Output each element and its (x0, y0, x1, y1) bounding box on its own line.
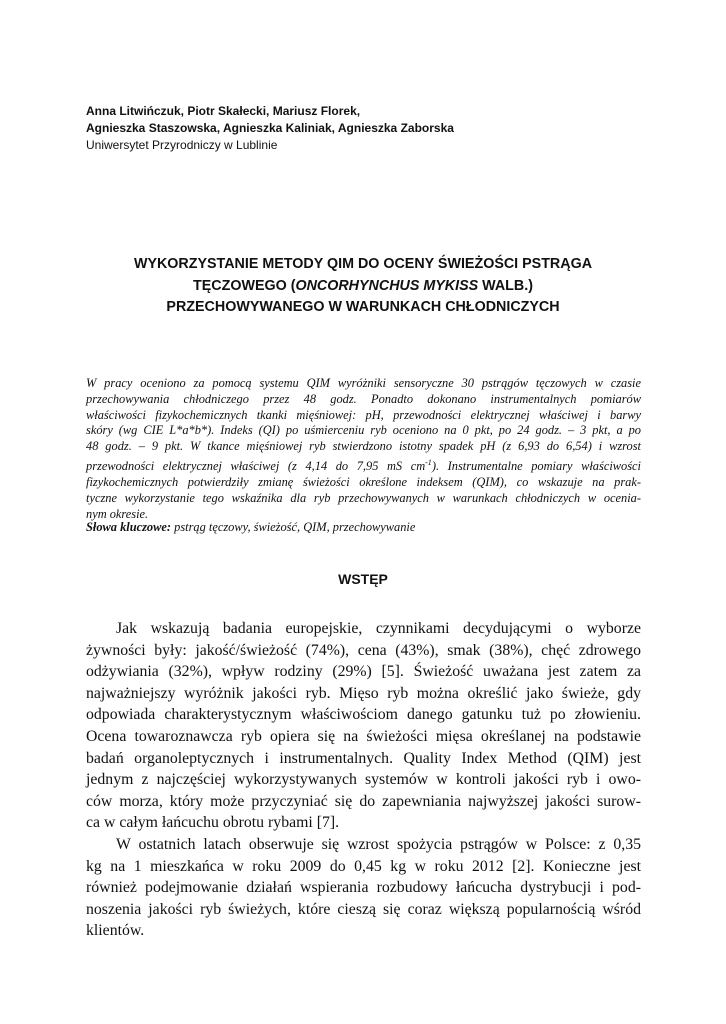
abstract-line: skóry (wg CIE L*a*b*). Indeks (QI) po uśmierceniu ryb oceniono na 0 pkt, po 24 godz. – 3 pkt, a po (86, 423, 641, 438)
abstract-line: 48 godz. – 9 pkt. W tkance mięśniowej ryb stwierdzono istotny spadek pH (z 6,93 do 6,54) i wzrost (86, 439, 641, 454)
unit-exponent: -1 (425, 457, 432, 467)
keywords-label: Słowa kluczowe: (86, 520, 172, 534)
species-name: ONCORHYNCHUS MYKISS (295, 277, 479, 294)
abstract-line: właściwości fizykochemicznych tkanki mięśniowej: pH, przewodności elektrycznej właściwej i barwy (86, 407, 641, 422)
title-line-2-start: TĘCZOWEGO ( (193, 277, 296, 294)
body-line: również podejmowanie działań wspierania rozbudowy łańcucha dystrybucji i pod- (86, 879, 641, 897)
abstract-line-6-end: ). Instrumentalne pomiary właściwości (431, 459, 641, 474)
body-line: W ostatnich latach obserwuje się wzrost spożycia pstrągów w Polsce: z 0,35 (116, 835, 641, 853)
body-line: odpowiada charakterystycznym właściwościom danego gatunku tuż po złowieniu. (86, 706, 641, 724)
body-line: kg na 1 mieszkańca w roku 2009 do 0,45 kg w roku 2012 [2]. Konieczne jest (86, 857, 641, 875)
keywords (86, 520, 415, 535)
keywords-text: pstrąg tęczowy, świeżość, QIM, przechowywanie (171, 520, 416, 534)
abstract (86, 376, 641, 522)
body-text (86, 618, 641, 942)
title-line-1: WYKORZYSTANIE METODY QIM DO OCENY ŚWIEŻOŚCI PSTRĄGA (133, 256, 593, 272)
author-names-line-2: Agnieszka Staszowska, Agnieszka Kaliniak, Agnieszka Zaborska (86, 121, 454, 135)
title-line-3: PRZECHOWYWANEGO W WARUNKACH CHŁODNICZYCH (166, 299, 560, 315)
section-heading: WSTĘP (338, 571, 388, 587)
author-names-line-1: Anna Litwińczuk, Piotr Skałecki, Mariusz Florek, (86, 104, 361, 118)
abstract-line-6-start: przewodności elektrycznej właściwej (z 4,14 do 7,95 mS cm (86, 459, 426, 474)
abstract-line: nym okresie. (86, 506, 149, 521)
abstract-line: W pracy oceniono za pomocą systemu QIM wyróżniki sensoryczne 30 pstrągów tęczowych w czasie (86, 376, 641, 390)
body-line: badań organoleptycznych i instrumentalnych. Quality Index Method (QIM) jest (86, 749, 641, 767)
paper-title (80, 254, 646, 319)
affiliation: Uniwersytet Przyrodniczy w Lublinie (86, 138, 278, 152)
abstract-line: przechowywania chłodniczego przez 48 godz. Ponadto dokonano instrumentalnych pomiarów (86, 391, 641, 406)
body-line: najważniejszy wyróżnik jakości ryb. Mięso ryb można określić jako świeże, gdy (86, 684, 641, 702)
body-line: Ocena towaroznawcza ryb opiera się na świeżości mięsa określanej na podstawie (86, 727, 641, 745)
body-line: żywności były: jakość/świeżość (74%), cena (43%), smak (38%), chęć zdrowego (86, 641, 641, 659)
author-block (86, 103, 646, 154)
body-line: ców morza, który może przyczyniać się do zapewniania najwyższej jakości surow- (86, 792, 641, 810)
abstract-line: fizykochemicznych potwierdziły zmianę świeżości określone indeksem (QIM), co wskazuje na prak- (86, 474, 641, 489)
body-line: ca w całym łańcuchu obrotu rybami [7]. (86, 814, 340, 832)
title-line-2 (80, 276, 646, 298)
body-line: Jak wskazują badania europejskie, czynnikami decydującymi o wyborze (116, 620, 641, 637)
body-line: jednym z najczęściej wykorzystywanych systemów w kontroli jakości ryb i owo- (86, 771, 641, 789)
body-line: klientów. (86, 922, 145, 940)
abstract-line (86, 455, 641, 475)
abstract-line: tyczne wykorzystanie tego wskaźnika dla ryb przechowywanych w warunkach chłodniczych w ocenia- (86, 490, 641, 505)
title-line-2-end: WALB.) (478, 277, 533, 294)
body-line: odżywiania (32%), wpływ rodziny (29%) [5]. Świeżość uważana jest zatem za (86, 663, 641, 681)
body-line: noszenia jakości ryb świeżych, które cieszą się coraz większą popularnością wśród (86, 900, 641, 918)
